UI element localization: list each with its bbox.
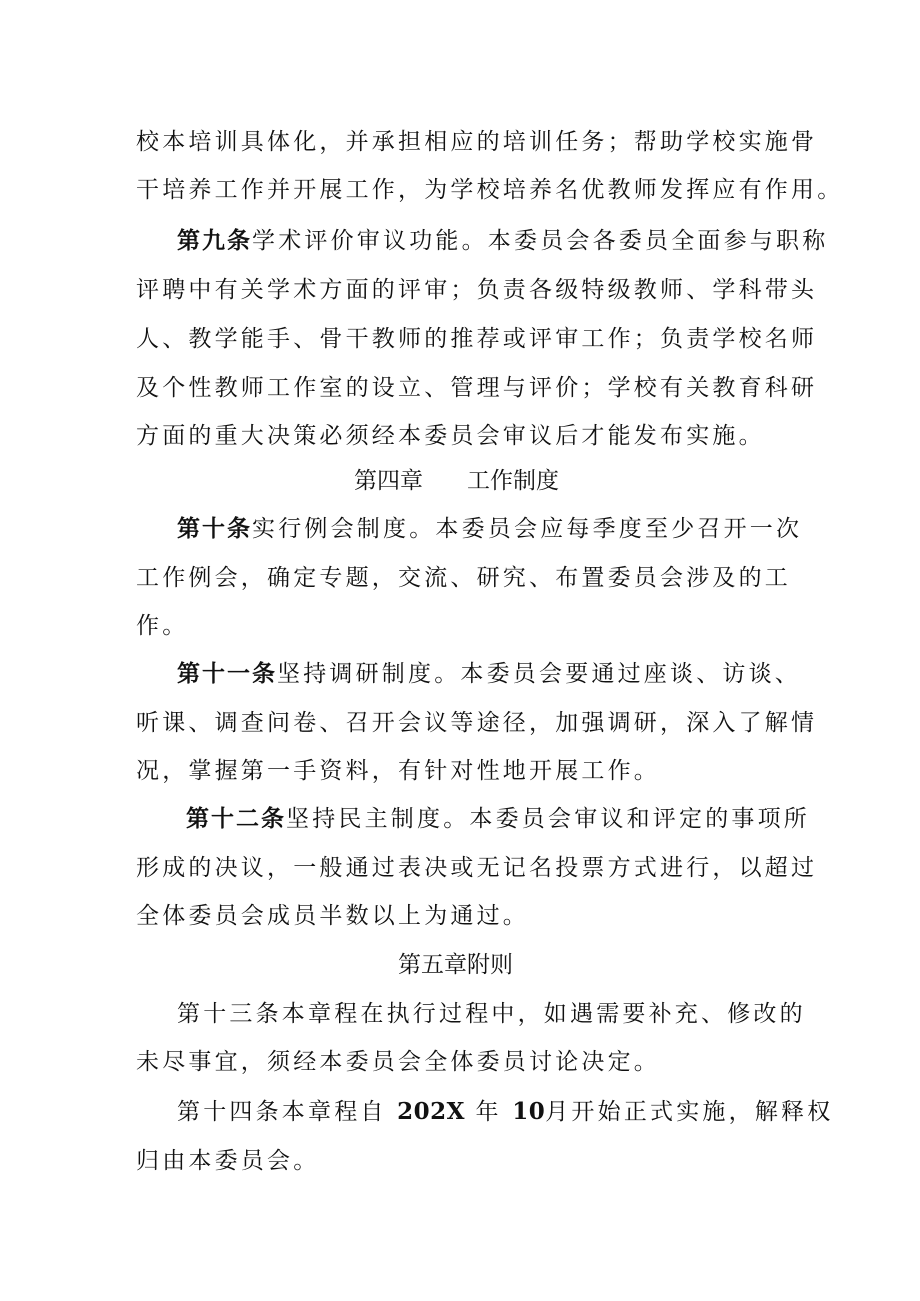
- text-line: 听课、调查问卷、召开会议等途径，加强调研，深入了解情: [136, 710, 818, 736]
- chapter-5-heading: 第五章附则: [398, 952, 513, 978]
- article-14-first-line: [177, 1097, 833, 1127]
- text-line: 方面的重大决策必须经本委员会审议后才能发布实施。: [136, 423, 765, 449]
- text-line: 干培养工作并开展工作，为学校培养名优教师发挥应有作用。: [136, 177, 844, 203]
- text-line: 第十三条本章程在执行过程中，如遇需要补充、修改的: [177, 1001, 806, 1027]
- text-line: 评聘中有关学术方面的评审；负责各级特级教师、学科带头: [136, 277, 818, 303]
- text-line: 归由本委员会。: [136, 1148, 320, 1174]
- article-9-first-line: [177, 226, 828, 256]
- year-value: 202X: [397, 1098, 465, 1125]
- article-10-first-line: [177, 514, 802, 544]
- article-12-label: 第十二条: [186, 806, 286, 832]
- article-10-label: 第十条: [177, 516, 252, 542]
- article-11-first-line: [177, 659, 801, 689]
- text-line: 人、教学能手、骨干教师的推荐或评审工作；负责学校名师: [136, 326, 818, 352]
- text-line: 形成的决议，一般通过表决或无记名投票方式进行，以超过: [136, 855, 818, 881]
- text-line: 全体委员会成员半数以上为通过。: [136, 903, 529, 929]
- text-span: 年: [475, 1099, 502, 1125]
- month-value: 10: [512, 1098, 546, 1125]
- chapter-4-heading: [354, 466, 559, 496]
- text-span: 学术评价审议功能。本委员会各委员全面参与职称: [252, 228, 829, 254]
- text-span: 月开始正式实施，解释权: [545, 1099, 834, 1125]
- text-line: 及个性教师工作室的设立、管理与评价；学校有关教育科研: [136, 375, 818, 401]
- chapter-4-title: 工作制度: [467, 468, 559, 494]
- text-line: 工作例会，确定专题，交流、研究、布置委员会涉及的工: [136, 565, 791, 591]
- text-span: 第十四条本章程自: [177, 1099, 387, 1125]
- text-line: 未尽事宜，须经本委员会全体委员讨论决定。: [136, 1049, 660, 1075]
- chapter-4-number: 第四章: [354, 468, 423, 494]
- text-span: 实行例会制度。本委员会应每季度至少召开一次: [252, 516, 803, 542]
- article-9-label: 第九条: [177, 228, 252, 254]
- text-line: 校本培训具体化，并承担相应的培训任务；帮助学校实施骨: [136, 129, 818, 155]
- text-line: 作。: [136, 613, 189, 639]
- text-line: 况，掌握第一手资料，有针对性地开展工作。: [136, 758, 660, 784]
- text-span: 坚持民主制度。本委员会审议和评定的事项所: [286, 806, 810, 832]
- text-span: 坚持调研制度。本委员会要通过座谈、访谈、: [277, 661, 801, 687]
- article-12-first-line: [186, 804, 810, 834]
- article-11-label: 第十一条: [177, 661, 277, 687]
